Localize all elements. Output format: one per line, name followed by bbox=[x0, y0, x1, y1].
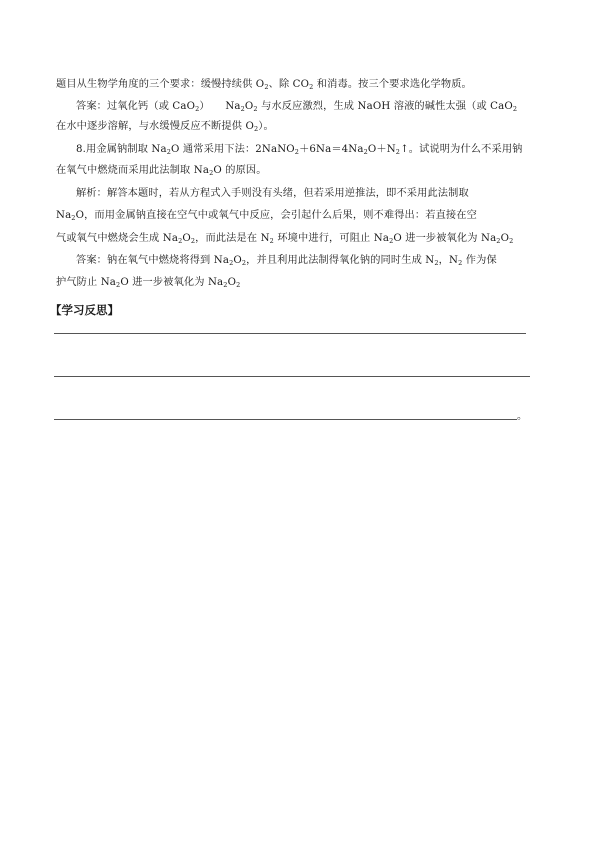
subscript: 2 bbox=[223, 281, 228, 289]
text-run: 作为保 bbox=[462, 255, 497, 266]
text-run: ，而此法是在 N bbox=[195, 233, 270, 244]
text-run: 和消毒。按三个要求选化学物质。 bbox=[313, 79, 472, 90]
text-run: O bbox=[244, 101, 254, 112]
subscript: 2 bbox=[434, 259, 439, 267]
text-run: 、除 CO bbox=[268, 79, 310, 90]
text-line bbox=[76, 187, 469, 201]
text-run: 在氧气中燃烧而采用此法制取 Na bbox=[56, 165, 210, 176]
text-run: O 的原因。 bbox=[213, 165, 267, 176]
subscript: 2 bbox=[166, 148, 172, 156]
subscript: 2 bbox=[458, 259, 463, 267]
text-run: Na bbox=[56, 210, 72, 221]
text-line bbox=[76, 100, 517, 114]
text-run: ＋6Na＝4Na bbox=[299, 144, 364, 155]
subscript: 2 bbox=[294, 148, 300, 156]
text-run: O bbox=[500, 233, 510, 244]
text-run: ，N bbox=[438, 255, 459, 266]
subscript: 2 bbox=[269, 237, 274, 245]
text-run: 环境中进行，可阻止 Na bbox=[273, 233, 390, 244]
subscript: 2 bbox=[253, 125, 259, 133]
text-line bbox=[76, 143, 523, 157]
text-run: O bbox=[227, 277, 237, 288]
subscript: 2 bbox=[190, 237, 196, 245]
text-run: 答案：钠在氧气中燃烧将得到 Na bbox=[76, 255, 230, 266]
subscript: 2 bbox=[209, 169, 214, 177]
subscript: 2 bbox=[509, 237, 514, 245]
text-run: 题目从生物学角度的三个要求：缓慢持续供 O bbox=[56, 79, 265, 90]
text-run: 气或氧气中燃烧会生成 Na bbox=[56, 233, 179, 244]
reflection-heading: 【学习反思】 bbox=[50, 303, 119, 317]
text-run: 答案：过氧化钙（或 CaO bbox=[76, 101, 196, 112]
text-line bbox=[56, 164, 267, 178]
subscript: 2 bbox=[240, 105, 245, 113]
subscript: 2 bbox=[178, 237, 183, 245]
subscript: 2 bbox=[241, 259, 247, 267]
text-run: ） Na bbox=[199, 101, 241, 112]
answer-line bbox=[54, 419, 517, 420]
text-run: 在水中逐步溶解，与水缓慢反应不断提供 O bbox=[56, 121, 254, 132]
text-run: O bbox=[233, 255, 242, 266]
subscript: 2 bbox=[71, 214, 76, 222]
text-line bbox=[56, 232, 513, 246]
subscript: 2 bbox=[264, 83, 269, 91]
text-run: O＋N bbox=[367, 144, 396, 155]
text-run: O 进一步被氧化为 Na bbox=[393, 233, 497, 244]
text-run: 护气防止 Na bbox=[56, 277, 117, 288]
text-run: O bbox=[182, 233, 191, 244]
subscript: 2 bbox=[229, 259, 234, 267]
text-run: O 通常采用下法：2NaNO bbox=[171, 144, 295, 155]
text-run: 与水反应激烈，生成 NaOH 溶液的碱性太强（或 CaO bbox=[257, 101, 513, 112]
text-run: 解析：解答本题时，若从方程式入手则没有头绪，但若采用逆推法，即不采用此法制取 bbox=[76, 188, 469, 199]
subscript: 2 bbox=[253, 105, 258, 113]
text-run: ）。 bbox=[258, 121, 274, 132]
subscript: 2 bbox=[236, 281, 241, 289]
text-line bbox=[56, 78, 472, 92]
text-line bbox=[56, 120, 274, 134]
subscript: 2 bbox=[195, 105, 200, 113]
subscript: 2 bbox=[363, 148, 368, 156]
subscript: 2 bbox=[496, 237, 501, 245]
subscript: 2 bbox=[395, 148, 401, 156]
subscript: 2 bbox=[309, 83, 314, 91]
subscript: 2 bbox=[389, 237, 394, 245]
text-run: ↑。试说明为什么不采用钠 bbox=[400, 144, 523, 155]
text-run: ，并且利用此法制得氧化钠的同时生成 N bbox=[246, 255, 435, 266]
answer-line bbox=[54, 333, 526, 334]
text-run: O，而用金属钠直接在空气中或氧气中反应，会引起什么后果，则不难得出：若直接在空 bbox=[75, 210, 477, 221]
text-line bbox=[56, 209, 477, 223]
text-line bbox=[76, 254, 497, 268]
text-line bbox=[56, 276, 240, 290]
subscript: 2 bbox=[116, 281, 121, 289]
text-run: O 进一步被氧化为 Na bbox=[120, 277, 224, 288]
subscript: 2 bbox=[512, 105, 518, 113]
answer-line bbox=[54, 376, 530, 377]
text-run: 8.用金属钠制取 Na bbox=[76, 144, 167, 155]
end-mark: 。 bbox=[517, 411, 527, 422]
